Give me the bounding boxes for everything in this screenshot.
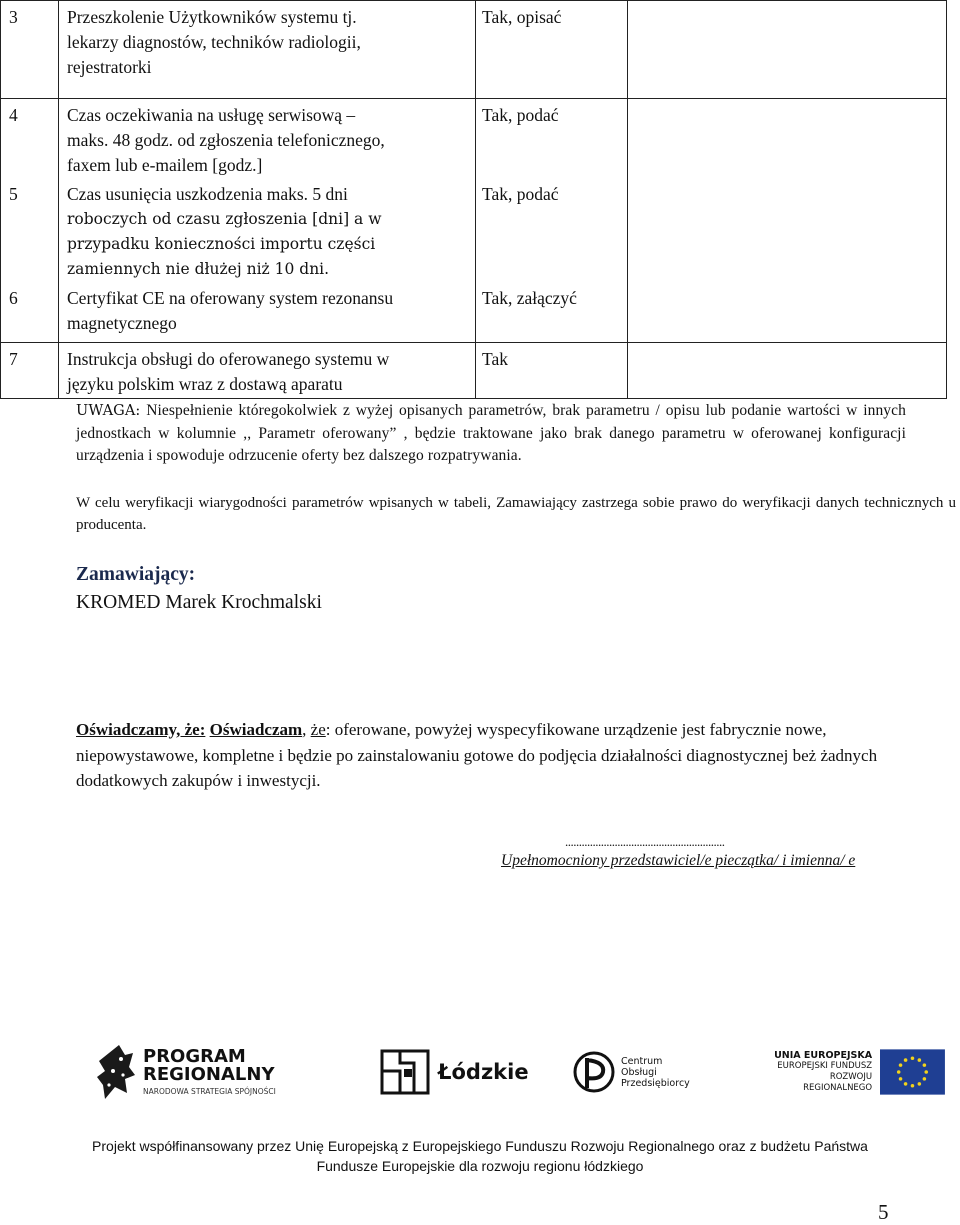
warning-note	[76, 400, 906, 468]
eu-star	[911, 1084, 915, 1088]
page-number: 5	[878, 1200, 889, 1224]
desc-line: magnetycznego	[67, 313, 177, 333]
row-number: 6	[1, 282, 59, 342]
row-description	[59, 342, 476, 398]
desc-line: rejestratorki	[67, 57, 152, 77]
warning-text: Niespełnienie któregokolwiek z wyżej opisanych parametrów, brak parametru / opisu lub podanie wartości w innych jednostkach w kolumnie ,, Parametr oferowany” , będzie traktowane jako brak danego parametru w oferowanej konfiguracji urządzenia i spowoduje odrzucenie oferty bez dalszego rozpatrywania.	[76, 402, 906, 464]
eu-star	[923, 1063, 927, 1067]
eu-star	[923, 1077, 927, 1081]
centrum-icon	[573, 1048, 615, 1096]
logos-strip	[95, 1037, 945, 1107]
row-number: 4	[1, 99, 59, 179]
declaration-sep: ,	[302, 720, 311, 739]
row-offered-cell	[628, 1, 947, 99]
row-description	[59, 178, 476, 282]
desc-line: maks. 48 godz. od zgłoszenia telefonicznego,	[67, 130, 385, 150]
signature-line: ..........................................................	[565, 834, 725, 849]
row-offered-cell	[628, 99, 947, 179]
row-value: Tak, opisać	[476, 1, 628, 99]
desc-line: Czas oczekiwania na usługę serwisową –	[67, 105, 356, 125]
desc-line: przypadku konieczności importu części	[67, 235, 376, 253]
desc-line: Czas usunięcia uszkodzenia maks. 5 dni	[67, 184, 348, 204]
row-number: 5	[1, 178, 59, 282]
program-regionalny-icon	[95, 1041, 137, 1103]
desc-line: Przeszkolenie Użytkowników systemu tj.	[67, 7, 357, 27]
eu-star	[897, 1070, 901, 1074]
row-offered-cell	[628, 282, 947, 342]
desc-line: Certyfikat CE na oferowany system rezonansu	[67, 288, 394, 308]
warning-label: UWAGA:	[76, 403, 141, 419]
unia-europejska-logo	[760, 1037, 945, 1107]
eu-star	[918, 1058, 922, 1062]
row-value: Tak, załączyć	[476, 282, 628, 342]
footer-line1: Projekt współfinansowany przez Unię Europejską z Europejskiego Funduszu Rozwoju Regionalnego oraz z budżetu Państwa	[92, 1138, 868, 1154]
row-description	[59, 282, 476, 342]
orderer-heading: Zamawiający:	[76, 564, 196, 585]
row-number: 3	[1, 1, 59, 99]
row-value: Tak, podać	[476, 99, 628, 179]
ue-line2: EUROPEJSKI FUNDUSZ	[777, 1061, 873, 1071]
eu-star	[899, 1063, 903, 1067]
eu-star	[904, 1082, 908, 1086]
row-offered-cell	[628, 342, 947, 398]
footer-line2: Fundusze Europejskie dla rozwoju regionu łódzkiego	[316, 1158, 644, 1174]
table-row	[1, 178, 947, 282]
table-row	[1, 99, 947, 179]
row-description	[59, 99, 476, 179]
ue-line3: ROZWOJU REGIONALNEGO	[803, 1072, 873, 1093]
verification-note: W celu weryfikacji wiarygodności parametrów wpisanych w tabeli, Zamawiający zastrzega sobie prawo do weryfikacji danych technicznych u producenta.	[76, 495, 956, 533]
desc-line: faxem lub e-mailem [godz.]	[67, 155, 263, 175]
table-row	[1, 282, 947, 342]
row-offered-cell	[628, 178, 947, 282]
centrum-line1: Centrum	[621, 1055, 663, 1067]
declaration	[76, 717, 916, 794]
orderer-name: KROMED Marek Krochmalski	[76, 592, 322, 613]
eu-star	[899, 1077, 903, 1081]
table-row	[1, 342, 947, 398]
eu-star	[911, 1056, 915, 1060]
program-line1: PROGRAM	[143, 1046, 246, 1068]
program-line3: NARODOWA STRATEGIA SPÓJNOŚCI	[143, 1087, 276, 1097]
ue-line1: UNIA EUROPEJSKA	[774, 1050, 873, 1061]
lodzkie-icon	[380, 1049, 430, 1095]
lodzkie-text: Łódzkie	[438, 1060, 529, 1084]
centrum-line2: Obsługi	[621, 1066, 657, 1078]
eu-flag-icon	[880, 1049, 945, 1095]
declaration-ze: że	[310, 720, 326, 739]
centrum-obslugi-logo	[573, 1037, 690, 1107]
eu-star	[925, 1070, 929, 1074]
declaration-lead-2: Oświadczam	[209, 720, 303, 739]
spec-table	[0, 0, 947, 399]
program-line2: REGIONALNY	[143, 1064, 275, 1086]
eu-star	[918, 1082, 922, 1086]
table-row	[1, 1, 947, 99]
declaration-lead: Oświadczamy, że:	[76, 720, 206, 739]
desc-line: języku polskim wraz z dostawą aparatu	[67, 373, 343, 394]
desc-line: roboczych od czasu zgłoszenia [dni] a w	[67, 210, 382, 228]
eu-star	[904, 1058, 908, 1062]
desc-line: zamiennych nie dłużej niż 10 dni.	[67, 260, 330, 278]
row-description	[59, 1, 476, 99]
desc-line: lekarzy diagnostów, techników radiologii,	[67, 32, 361, 52]
lodzkie-logo	[380, 1037, 529, 1107]
signature-label: Upełnomocniony przedstawiciel/e pieczątka/ i imienna/ e	[501, 852, 856, 869]
row-value: Tak	[476, 342, 628, 398]
declaration-text: : oferowane, powyżej wyspecyfikowane urządzenie jest fabrycznie nowe, niepowystawowe, kompletne i będzie po zainstalowaniu gotowe do podjęcia działalności diagnostycznej beż żadnych dodatkowych zakupów i inwestycji.	[76, 720, 878, 790]
centrum-line3: Przedsiębiorcy	[621, 1077, 690, 1089]
row-number: 7	[1, 342, 59, 398]
program-regionalny-logo	[95, 1037, 276, 1107]
row-value: Tak, podać	[476, 178, 628, 282]
desc-line: Instrukcja obsługi do oferowanego systemu w	[67, 348, 390, 369]
